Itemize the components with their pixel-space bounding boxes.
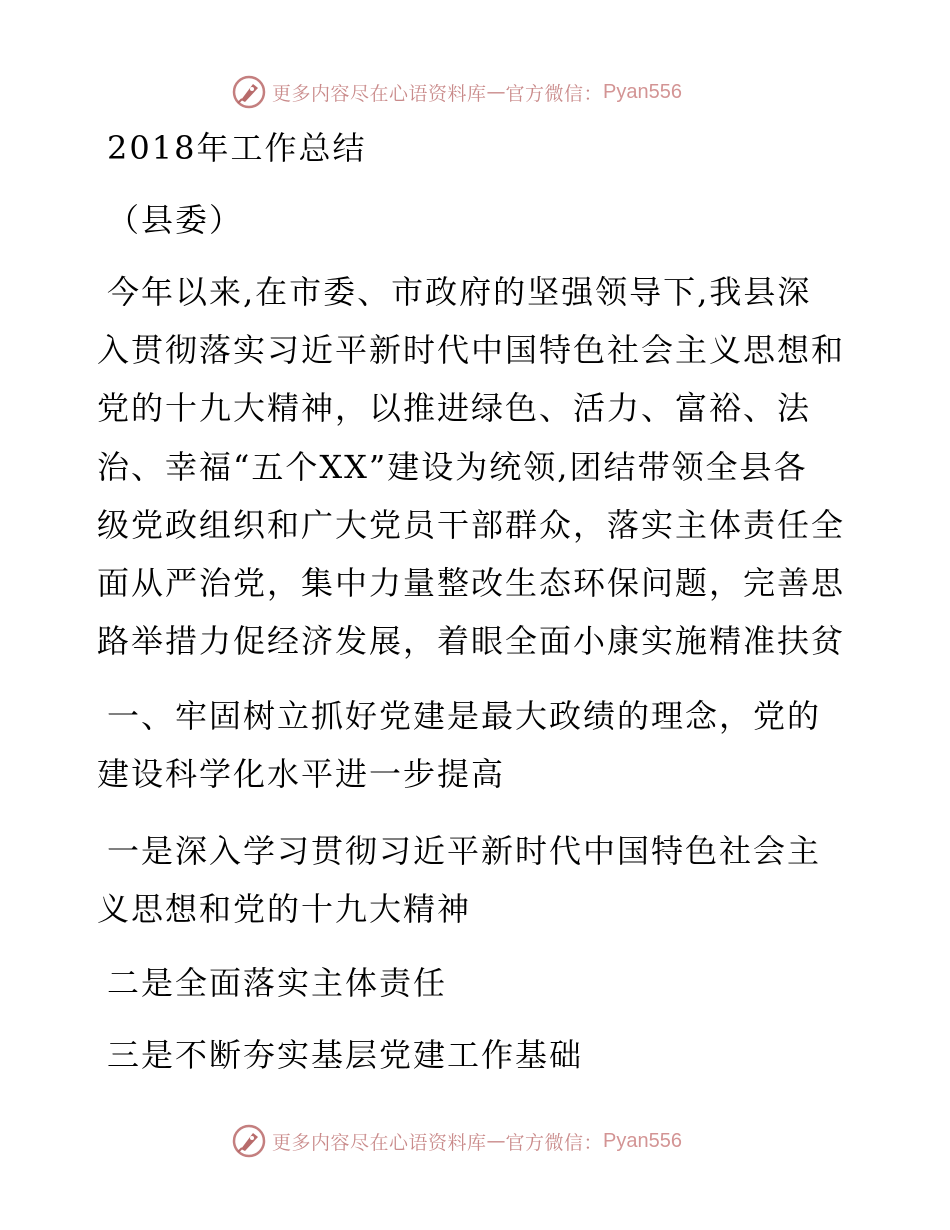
watermark-tail: 官方微信： — [505, 82, 604, 105]
document-subtitle: （县委） — [107, 201, 244, 239]
intro-line-2: 入贯彻落实习近平新时代中国特色社会主义思想和 — [97, 331, 846, 369]
watermark-text: 更多内容尽在心语资料库 — [272, 82, 487, 105]
watermark-separator: — — [486, 81, 506, 103]
watermark-separator: — — [486, 1130, 506, 1152]
watermark-account: Pyan556 — [603, 1129, 682, 1152]
watermark-text: 更多内容尽在心语资料库 — [272, 1131, 487, 1154]
pen-nib-circle-icon — [232, 1124, 266, 1158]
footer-watermark — [232, 1121, 682, 1161]
intro-line-3: 党的十九大精神，以推进绿色、活力、富裕、法 — [97, 389, 812, 427]
intro-line-6: 面从严治党，集中力量整改生态环保问题，完善思 — [97, 564, 846, 602]
point3: 三是不断夯实基层党建工作基础 — [107, 1036, 584, 1074]
section1-line-1: 一、牢固树立抓好党建是最大政绩的理念，党的 — [107, 697, 822, 735]
document-title: 2018年工作总结 — [107, 129, 367, 167]
intro-line-4: 治、幸福“五个XX”建设为统领,团结带领全县各 — [97, 448, 808, 486]
point2: 二是全面落实主体责任 — [107, 964, 448, 1002]
intro-line-1: 今年以来,在市委、市政府的坚强领导下,我县深 — [107, 273, 812, 311]
header-watermark — [232, 72, 682, 112]
intro-line-7: 路举措力促经济发展，着眼全面小康实施精准扶贫 — [97, 622, 846, 660]
section1-line-2: 建设科学化水平进一步提高 — [97, 755, 506, 793]
point1-line-1: 一是深入学习贯彻习近平新时代中国特色社会主 — [107, 832, 822, 870]
pen-nib-circle-icon — [232, 75, 266, 109]
watermark-account: Pyan556 — [603, 80, 682, 103]
point1-line-2: 义思想和党的十九大精神 — [97, 890, 472, 928]
intro-line-5: 级党政组织和广大党员干部群众，落实主体责任全 — [97, 506, 846, 544]
watermark-tail: 官方微信： — [505, 1131, 604, 1154]
